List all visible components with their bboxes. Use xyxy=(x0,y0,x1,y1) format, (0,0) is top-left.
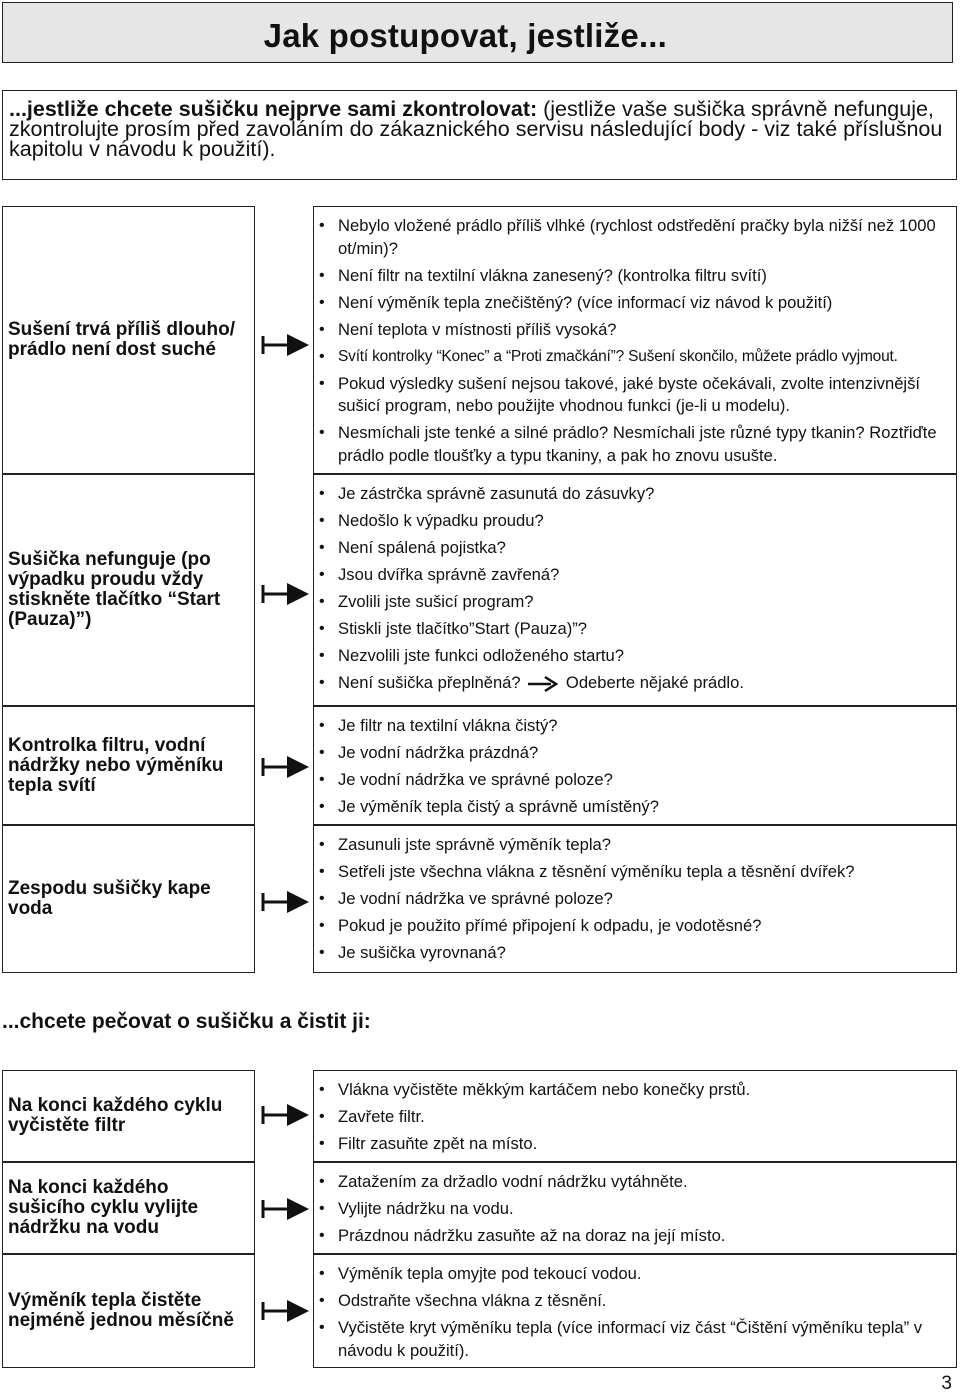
problem-box xyxy=(2,706,255,825)
checklist xyxy=(314,483,956,695)
problem-label: Sušení trvá příliš dlouho/ prádlo není dost suché xyxy=(8,319,235,360)
care-step: • Vylijte nádržku na vodu. xyxy=(314,1198,956,1221)
arrow-right-icon xyxy=(261,332,311,358)
checklist-item: • Je vodní nádržka ve správné poloze? xyxy=(314,888,956,911)
arrow-right-icon xyxy=(261,1102,311,1128)
checklist-item: • Zasunuli jste správně výměník tepla? xyxy=(314,834,956,857)
care-step: • Zatažením za držadlo vodní nádržku vytáhněte. xyxy=(314,1171,956,1194)
problem-box xyxy=(2,474,255,706)
problem-label: Sušička nefunguje (po výpadku proudu vždy stiskněte tlačítko “Start (Pauza)”) xyxy=(8,549,221,630)
care-steps xyxy=(314,1079,956,1156)
checklist xyxy=(314,834,956,965)
section-title: ...chcete pečovat o sušičku a čistit ji: xyxy=(2,1010,371,1033)
checklist-item: • Není spálená pojistka? xyxy=(314,537,956,560)
care-step: • Vyčistěte kryt výměníku tepla (více informací viz část “Čištění výměníku tepla” v návodu k použití). xyxy=(314,1317,956,1362)
checklist-item: • Nebylo vložené prádlo příliš vlhké (rychlost odstředění pračky byla nižší než 1000 ot/min)? xyxy=(314,215,956,260)
checklist-box xyxy=(313,706,957,825)
checklist xyxy=(314,715,956,819)
checklist-item: • Nedošlo k výpadku proudu? xyxy=(314,510,956,533)
care-task-label: Na konci každého cyklu vyčistěte filtr xyxy=(8,1095,223,1136)
care-steps xyxy=(314,1171,956,1248)
page-number: 3 xyxy=(941,1373,952,1394)
intro-box xyxy=(2,90,957,180)
intro-text: (jestliže vaše sušička správně nefunguje, zkontrolujte prosím před zavoláním do zákaznického servisu následující body - viz také příslušnou kapitolu v návodu k použití). xyxy=(9,97,943,161)
care-step: • Zavřete filtr. xyxy=(314,1106,956,1129)
checklist-item: • Nezvolili jste funkci odloženého startu? xyxy=(314,645,956,668)
care-step: • Filtr zasuňte zpět na místo. xyxy=(314,1133,956,1156)
problem-label: Zespodu sušičky kape voda xyxy=(8,878,211,919)
care-task-box xyxy=(2,1070,255,1162)
checklist-item: • Je sušička vyrovnaná? xyxy=(314,942,956,965)
care-task-box xyxy=(2,1254,255,1368)
checklist-item: • Svítí kontrolky “Konec” a “Proti zmačkání”? Sušení skončilo, můžete prádlo vyjmout. xyxy=(314,346,956,369)
care-steps-box xyxy=(313,1162,957,1254)
care-steps-box xyxy=(313,1254,957,1368)
care-steps xyxy=(314,1263,956,1362)
problem-label: Kontrolka filtru, vodní nádržky nebo výměníku tepla svítí xyxy=(8,734,224,796)
checklist xyxy=(314,215,956,467)
checklist-item: • Pokud výsledky sušení nejsou takové, jaké byste očekávali, zvolte intenzivnější sušicí program, nebo použijte vhodnou funkci (je-li u modelu). xyxy=(314,373,956,418)
arrow-right-icon xyxy=(261,889,311,915)
care-step: • Prázdnou nádržku zasuňte až na doraz na její místo. xyxy=(314,1225,956,1248)
checklist-item: • Zvolili jste sušicí program? xyxy=(314,591,956,614)
problem-box xyxy=(2,206,255,474)
checklist-item: • Je zástrčka správně zasunutá do zásuvky? xyxy=(314,483,956,506)
checklist-item: • Je vodní nádržka prázdná? xyxy=(314,742,956,765)
care-steps-box xyxy=(313,1070,957,1162)
page-title: Jak postupovat, jestliže... xyxy=(263,17,667,54)
checklist-item: • Není filtr na textilní vlákna zanesený? (kontrolka filtru svítí) xyxy=(314,265,956,288)
checklist-item: • Je filtr na textilní vlákna čistý? xyxy=(314,715,956,738)
checklist-item: • Není výměník tepla znečištěný? (více informací viz návod k použití) xyxy=(314,292,956,315)
arrow-right-icon xyxy=(261,1196,311,1222)
checklist-item: • Stiskli jste tlačítko”Start (Pauza)”? xyxy=(314,618,956,641)
checklist-item: • Je výměník tepla čistý a správně umístěný? xyxy=(314,796,956,819)
page-header xyxy=(2,2,953,63)
arrow-right-icon xyxy=(261,581,311,607)
care-task-label: Výměník tepla čistěte nejméně jednou měsíčně xyxy=(8,1290,234,1331)
checklist-item: • Pokud je použito přímé připojení k odpadu, je vodotěsné? xyxy=(314,915,956,938)
checklist-item: • Setřeli jste všechna vlákna z těsnění výměníku tepla a těsnění dvířek? xyxy=(314,861,956,884)
checklist-box xyxy=(313,825,957,973)
arrow-right-icon xyxy=(261,754,311,780)
care-step: • Vlákna vyčistěte měkkým kartáčem nebo konečky prstů. xyxy=(314,1079,956,1102)
checklist-item: • Jsou dvířka správně zavřená? xyxy=(314,564,956,587)
checklist-item: • Je vodní nádržka ve správné poloze? xyxy=(314,769,956,792)
care-step: • Výměník tepla omyjte pod tekoucí vodou. xyxy=(314,1263,956,1286)
checklist-item: • Nesmíchali jste tenké a silné prádlo? Nesmíchali jste různé typy tkanin? Roztřiďte prádlo podle tloušťky a typu tkaniny, a pak ho znovu usušte. xyxy=(314,422,956,467)
checklist-item: • Není teplota v místnosti příliš vysoká? xyxy=(314,319,956,342)
problem-box xyxy=(2,825,255,973)
care-task-label: Na konci každého sušicího cyklu vylijte nádržku na vodu xyxy=(8,1177,199,1238)
checklist-box xyxy=(313,206,957,474)
intro-lead: ...jestliže chcete sušičku nejprve sami zkontrolovat: xyxy=(9,97,538,121)
care-task-box xyxy=(2,1162,255,1254)
checklist-box xyxy=(313,474,957,706)
checklist-question: Není sušička přeplněná? xyxy=(338,673,521,692)
care-step: • Odstraňte všechna vlákna z těsnění. xyxy=(314,1290,956,1313)
checklist-item xyxy=(314,672,956,695)
arrow-right-icon xyxy=(527,675,559,693)
arrow-right-icon xyxy=(261,1298,311,1324)
checklist-action: Odeberte nějaké prádlo. xyxy=(565,673,744,692)
